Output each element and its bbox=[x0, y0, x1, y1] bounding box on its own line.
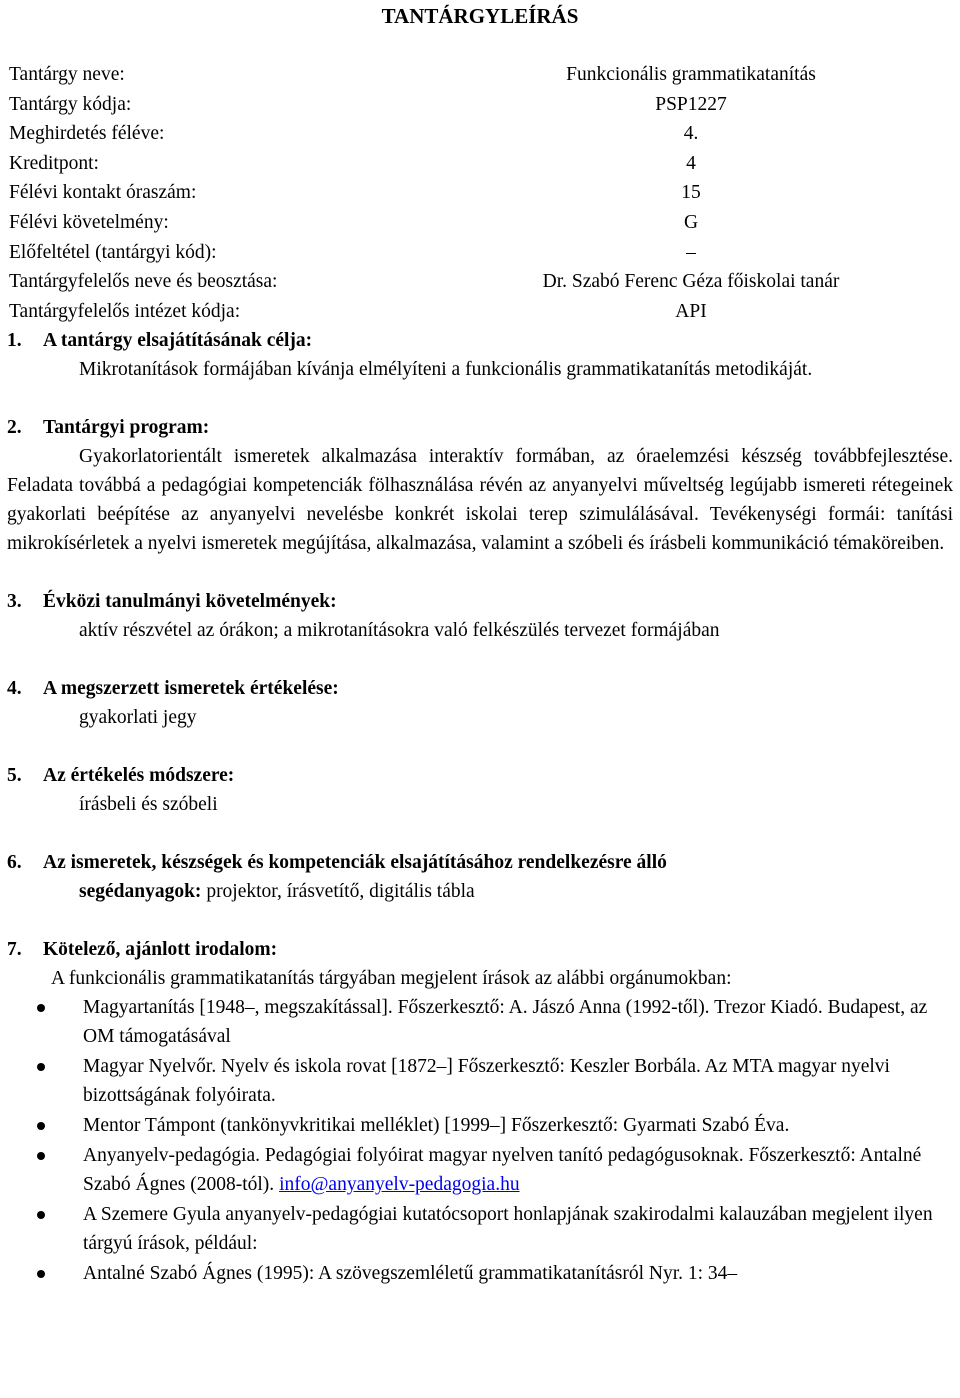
meta-label: Tantárgy kódja: bbox=[9, 93, 132, 115]
section-body-goal: Mikrotanítások formájában kívánja elmélyíteni a funkcionális grammatikatanítás metodikáját. bbox=[79, 359, 813, 381]
meta-value: 15 bbox=[681, 182, 701, 204]
section-body-evaluation: gyakorlati jegy bbox=[79, 707, 197, 729]
section-title-continued: segédanyagok: bbox=[79, 881, 202, 903]
section-heading-materials bbox=[7, 848, 953, 877]
section-number: 7. bbox=[7, 939, 22, 961]
meta-label: Félévi követelmény: bbox=[9, 211, 169, 233]
meta-value: Funkcionális grammatikatanítás bbox=[566, 64, 816, 85]
table-row bbox=[7, 208, 953, 238]
meta-value: G bbox=[683, 211, 699, 233]
bullet-icon bbox=[37, 1004, 45, 1012]
list-item bbox=[7, 1141, 953, 1199]
reference-text: Antalné Szabó Ágnes (1995): A szövegszemléletű grammatikatanításról Nyr. 1: 34– bbox=[83, 1263, 738, 1285]
section-number: 6. bbox=[7, 852, 22, 874]
table-row bbox=[7, 238, 953, 268]
list-item bbox=[7, 1259, 953, 1288]
reference-text: Anyanyelv-pedagógia. Pedagógiai folyóirat magyar nyelven tanító pedagógusoknak. Főszerkesztő: Antalné Szabó Ágnes (2008-tól). bbox=[83, 1145, 922, 1196]
table-row bbox=[7, 119, 953, 149]
section-number: 1. bbox=[7, 330, 22, 352]
document-page bbox=[7, 0, 953, 1288]
table-row bbox=[7, 297, 953, 327]
section-body-requirements: aktív részvétel az órákon; a mikrotanításokra való felkészülés tervezet formájában bbox=[79, 620, 720, 642]
section-title: Tantárgyi program: bbox=[43, 417, 210, 439]
list-item bbox=[7, 993, 953, 1051]
section-number: 3. bbox=[7, 591, 22, 613]
section-title: Évközi tanulmányi követelmények: bbox=[43, 591, 337, 613]
section-heading-goal bbox=[7, 326, 953, 355]
bullet-icon bbox=[37, 1063, 45, 1071]
section-title: A tantárgy elsajátításának célja: bbox=[43, 330, 313, 352]
reference-text: Magyartanítás [1948–, megszakítással]. Főszerkesztő: A. Jászó Anna (1992-től). Trezor Kiadó. Budapest, az OM támogatásával bbox=[83, 997, 928, 1048]
table-row bbox=[7, 149, 953, 179]
section-title: A megszerzett ismeretek értékelése: bbox=[43, 678, 339, 700]
section-body-materials bbox=[7, 877, 953, 906]
meta-value: – bbox=[686, 241, 696, 263]
reference-text: Magyar Nyelvőr. Nyelv és iskola rovat [1872–] Főszerkesztő: Keszler Borbála. Az MTA magyar nyelvi bizottságának folyóirata. bbox=[83, 1056, 890, 1107]
section-body-program: Gyakorlatorientált ismeretek alkalmazása interaktív formában, az óraelemzési készség továbbfejlesztése. Feladata továbbá a pedagógiai kompetenciák fölhasználása révén az anyanyelvi műveltség legújabb ismereti rétegeinek gyakorlati beépítése az anyanyelvi nevelésbe konkrét iskolai terep szimulálásával. Tevékenységi formái: tanítási mikrokísérletek a nyelvi ismeretek megújítása, alkalmazása, valamint a szóbeli és írásbeli kommunikáció témaköreiben. bbox=[7, 446, 953, 555]
section-title: Az értékelés módszere: bbox=[43, 765, 235, 787]
section-heading-evaluation bbox=[7, 674, 953, 703]
section-number: 4. bbox=[7, 678, 22, 700]
section-number: 5. bbox=[7, 765, 22, 787]
section-body-method: írásbeli és szóbeli bbox=[79, 794, 218, 816]
list-item bbox=[7, 1111, 953, 1140]
meta-label: Tantárgy neve: bbox=[9, 64, 125, 85]
table-row bbox=[7, 60, 953, 90]
list-item bbox=[7, 1052, 953, 1110]
meta-value: 4 bbox=[686, 152, 696, 174]
meta-label: Kreditpont: bbox=[9, 152, 99, 174]
reference-text: Mentor Támpont (tankönyvkritikai melléklet) [1999–] Főszerkesztő: Gyarmati Szabó Éva. bbox=[83, 1115, 790, 1137]
literature-list bbox=[7, 993, 953, 1288]
bullet-icon bbox=[37, 1122, 45, 1130]
section-title: Kötelező, ajánlott irodalom: bbox=[43, 939, 278, 961]
meta-value: Dr. Szabó Ferenc Géza főiskolai tanár bbox=[542, 271, 840, 293]
meta-label: Tantárgyfelelős neve és beosztása: bbox=[9, 271, 278, 293]
section-heading-method bbox=[7, 761, 953, 790]
literature-intro: A funkcionális grammatikatanítás tárgyában megjelent írások az alábbi orgánumokban: bbox=[51, 968, 732, 990]
email-link[interactable]: info@anyanyelv-pedagogia.hu bbox=[279, 1174, 520, 1196]
meta-label: Meghirdetés féléve: bbox=[9, 123, 165, 145]
meta-value: 4. bbox=[683, 123, 699, 145]
table-row bbox=[7, 178, 953, 208]
section-title: Az ismeretek, készségek és kompetenciák elsajátításához rendelkezésre álló bbox=[43, 852, 667, 874]
table-row bbox=[7, 90, 953, 120]
bullet-icon bbox=[37, 1152, 45, 1160]
section-heading-literature bbox=[7, 935, 953, 964]
section-number: 2. bbox=[7, 417, 22, 439]
bullet-icon bbox=[37, 1211, 45, 1219]
meta-value: PSP1227 bbox=[655, 93, 727, 115]
reference-text: A Szemere Gyula anyanyelv-pedagógiai kutatócsoport honlapjának szakirodalmi kalauzában megjelent ilyen tárgyú írások, például: bbox=[83, 1204, 933, 1255]
document-title: TANTÁRGYLEÍRÁS bbox=[381, 4, 579, 28]
materials-text: projektor, írásvetítő, digitális tábla bbox=[201, 881, 475, 903]
meta-value: API bbox=[675, 300, 707, 322]
table-row bbox=[7, 267, 953, 297]
section-heading-requirements bbox=[7, 587, 953, 616]
course-meta-table bbox=[7, 60, 953, 326]
section-heading-program bbox=[7, 413, 953, 442]
bullet-icon bbox=[37, 1270, 45, 1278]
list-item bbox=[7, 1200, 953, 1258]
meta-label: Előfeltétel (tantárgyi kód): bbox=[9, 241, 217, 263]
meta-label: Tantárgyfelelős intézet kódja: bbox=[9, 300, 241, 322]
meta-label: Félévi kontakt óraszám: bbox=[9, 182, 197, 204]
